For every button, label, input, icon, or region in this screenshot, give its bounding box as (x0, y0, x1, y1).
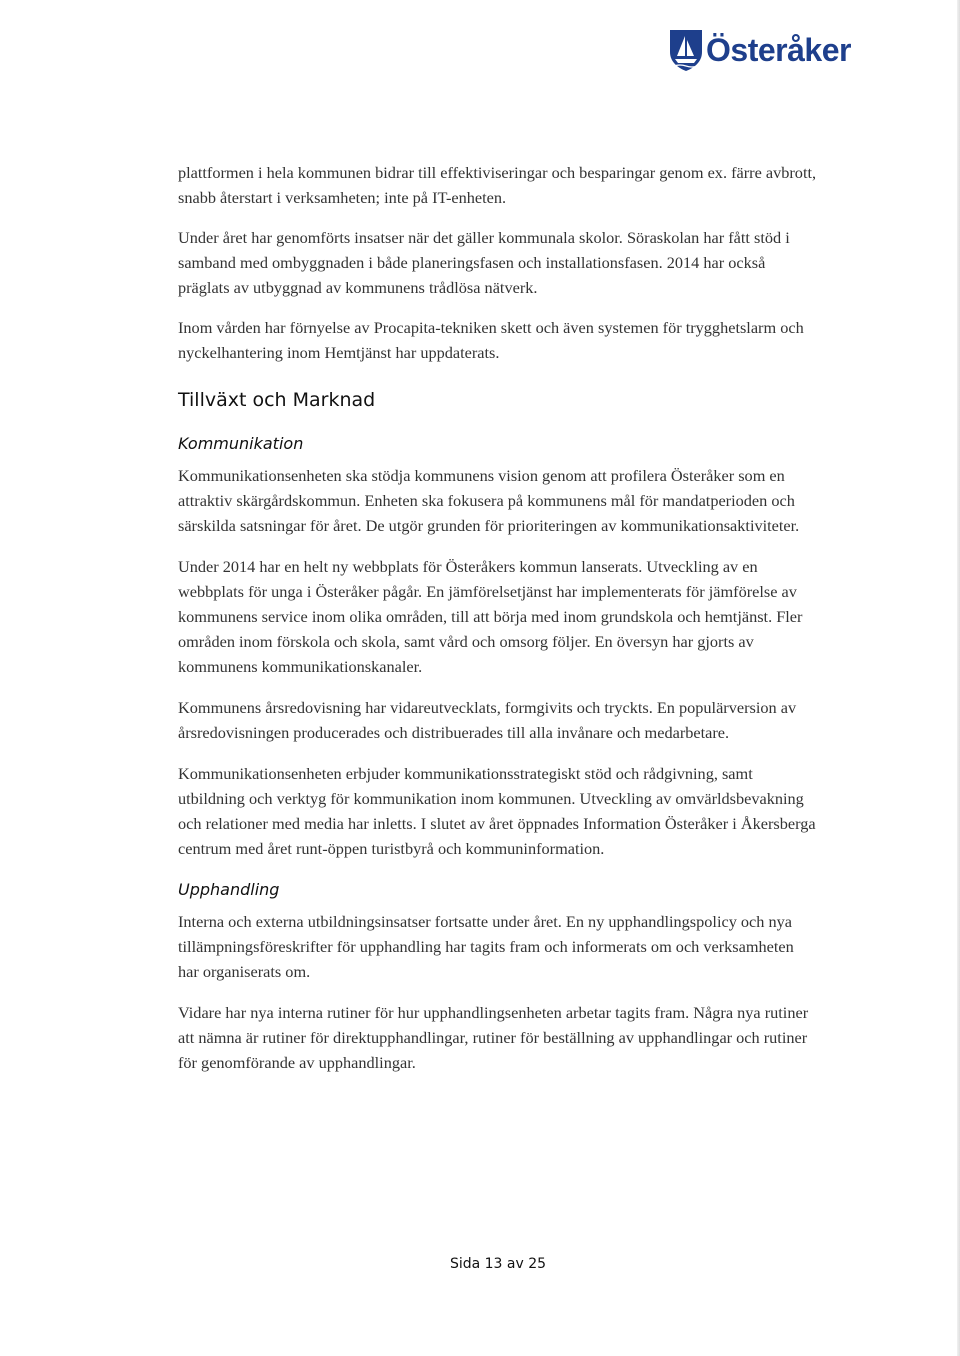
paragraph-procurement-training: Interna och externa utbildningsinsatser fortsatte under året. En ny upphandlingspolicy och nya tillämpningsföreskrifter för upphandling har tagits fram och informerats om och verksamheten har organiserats om. (178, 912, 794, 981)
subheading-kommunikation: Kommunikation (178, 434, 304, 453)
page-number: Sida 13 av 25 (449, 1256, 547, 1272)
paragraph-annual-report: Kommunens årsredovisning har vidareutvecklats, formgivits och tryckts. En populärversion av årsredovisningen producerades och distribuerades till alla invånare och medarbetare. (178, 698, 797, 742)
section-heading: Tillväxt och Marknad (178, 389, 376, 411)
paragraph-website: Under 2014 har en helt ny webbplats för Österåkers kommun lanserats. Utveckling av en webbplats för unga i Österåker pågår. En jämförelsetjänst har implementerats för jämförelse av kommunens service inom olika områden, till att börja med inom grundskola och hemtjänst. Fler områden inom förskola och skola, samt vård och omsorg följer. En översyn har gjorts av kommunens kommunikationskanaler. (178, 557, 803, 676)
paragraph-procurement-routines: Vidare har nya interna rutiner för hur upphandlingsenheten arbetar tagits fram. Några nya rutiner att nämna är rutiner för direktupphandlingar, rutiner för beställning av upphandlingar och rutiner för genomförande av upphandlingar. (178, 1003, 809, 1072)
shield-sailboat-icon (668, 28, 704, 72)
paragraph-schools: Under året har genomförts insatser när det gäller kommunala skolor. Söraskolan har fått stöd i samband med ombyggnaden i både planeringsfasen och installationsfasen. 2014 har också präglats av utbyggnad av kommunens trådlösa nätverk. (178, 228, 790, 297)
municipality-logo (668, 28, 851, 72)
paragraph-communication-unit: Kommunikationsenheten ska stödja kommunens vision genom att profilera Österåker som en attraktiv skärgårdskommun. Enheten ska fokusera på kommunens mål för mandatperioden och särskilda satsningar för året. De utgör grunden för prioriteringen av kommunikationsaktiviteter. (178, 466, 800, 535)
logo-wordmark: Österåker (706, 32, 851, 68)
subheading-upphandling: Upphandling (178, 880, 280, 899)
paragraph-it-platform: plattformen i hela kommunen bidrar till effektiviseringar och besparingar genom ex. färre avbrott, snabb återstart i verksamheten; inte på IT-enheten. (178, 163, 817, 207)
main-content (178, 160, 818, 1075)
paragraph-communication-support: Kommunikationsenheten erbjuder kommunikationsstrategiskt stöd och rådgivning, samt utbildning och verktyg för kommunikation inom kommunen. Utveckling av omvärldsbevakning och relationer med media har inletts. I slutet av året öppnades Information Österåker i Åkersberga centrum med året runt-öppen turistbyrå och kommuninformation. (178, 764, 816, 858)
paragraph-care: Inom vården har förnyelse av Procapita-tekniken skett och även systemen för trygghetslarm och nyckelhantering inom Hemtjänst har uppdaterats. (178, 318, 804, 362)
